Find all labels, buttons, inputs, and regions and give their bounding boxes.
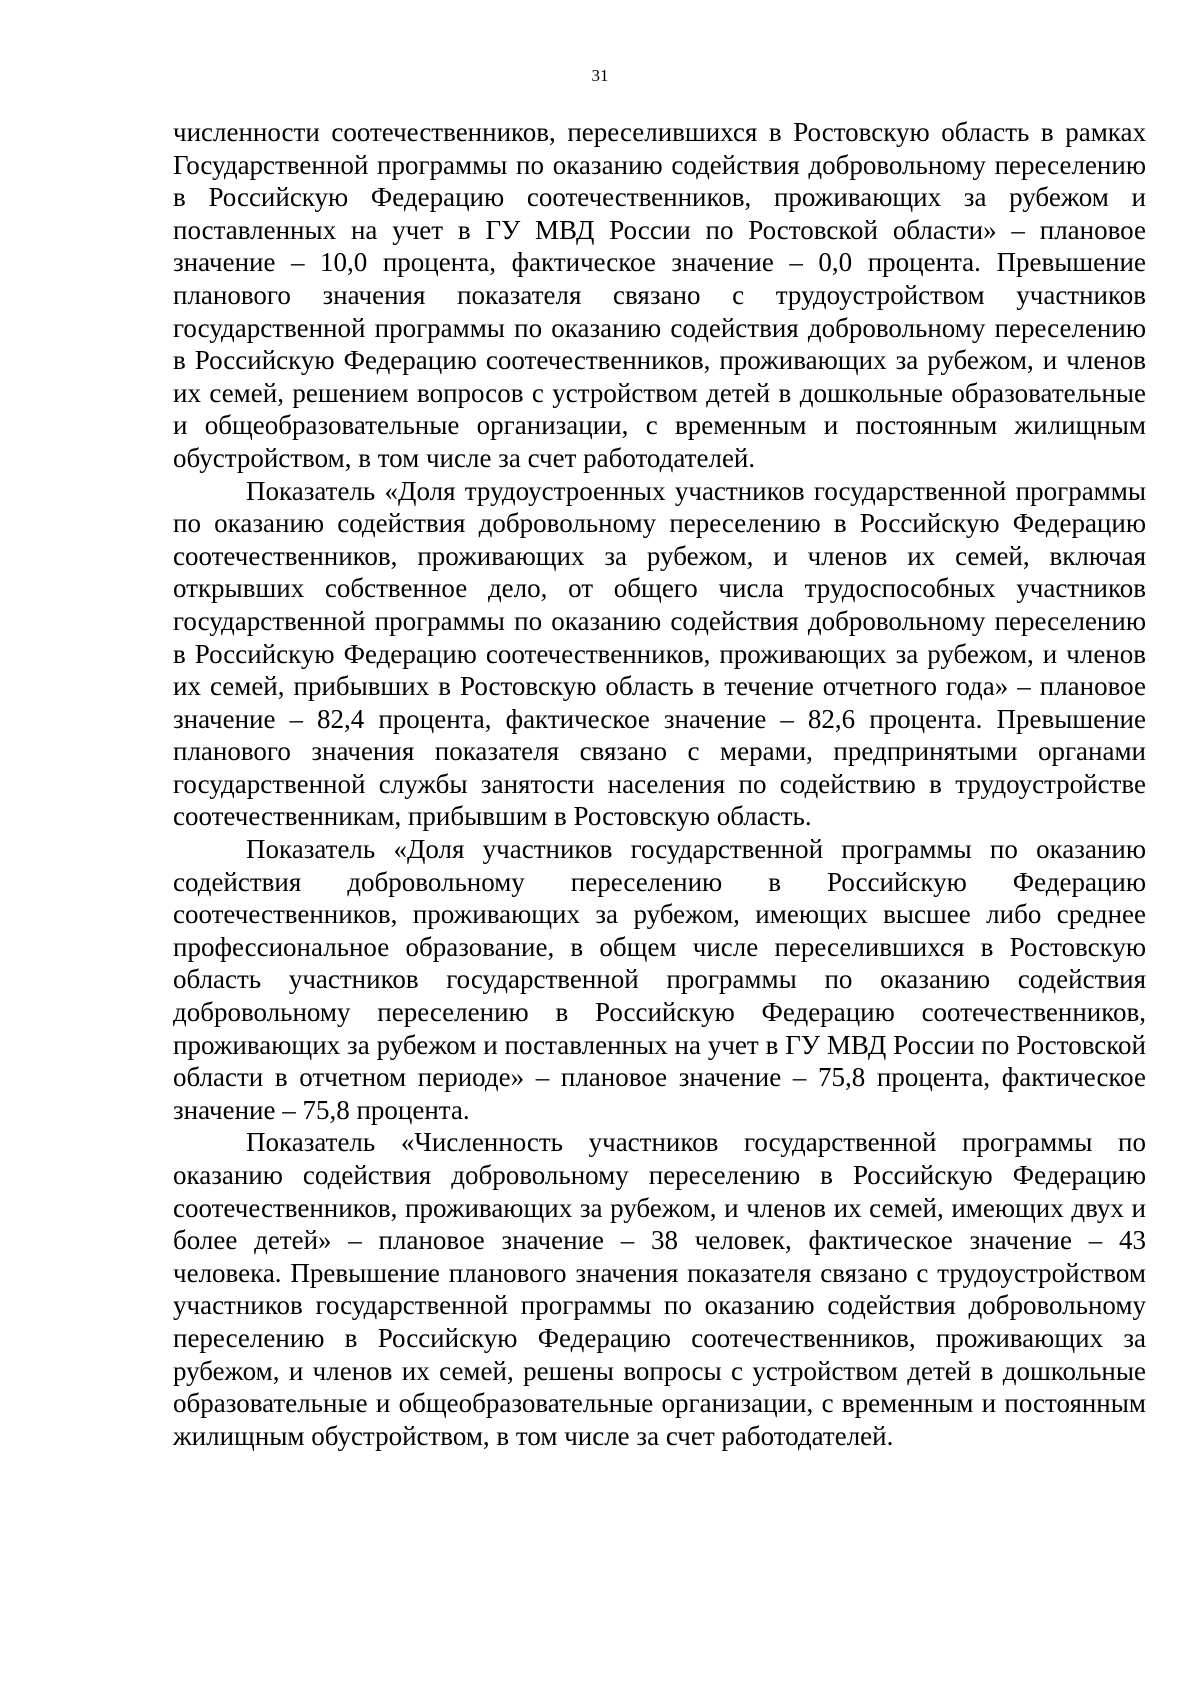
page-number: 31 [591,66,609,85]
document-body [173,116,1146,1452]
paragraph-continuation: численности соотечественников, переселившихся в Ростовскую область в рамках Государственной программы по оказанию содействия добровольному переселению в Российскую Федерацию соотечественников, проживающих за рубежом и поставленных на учет в ГУ МВД России по Ростовской области» – плановое значение – 10,0 процента, фактическое значение – 0,0 процента. Превышение планового значения показателя связано с трудоустройством участников государственной программы по оказанию содействия добровольному переселению в Российскую Федерацию соотечественников, проживающих за рубежом, и членов их семей, решением вопросов с устройством детей в дошкольные образовательные и общеобразовательные организации, с временным и постоянным жилищным обустройством, в том числе за счет работодателей. [173,117,1146,473]
paragraph-employed-share: Показатель «Доля трудоустроенных участников государственной программы по оказанию содействия добровольному переселению в Российскую Федерацию соотечественников, проживающих за рубежом, и членов их семей, включая открывших собственное дело, от общего числа трудоспособных участников государственной программы по оказанию содействия добровольному переселению в Российскую Федерацию соотечественников, проживающих за рубежом, и членов их семей, прибывших в Ростовскую область в течение отчетного года» – плановое значение – 82,4 процента, фактическое значение – 82,6 процента. Превышение планового значения показателя связано с мерами, предпринятыми органами государственной службы занятости населения по содействию в трудоустройстве соотечественникам, прибывшим в Ростовскую область. [173,475,1146,832]
paragraph-education-share: Показатель «Доля участников государственной программы по оказанию содействия добровольному переселению в Российскую Федерацию соотечественников, проживающих за рубежом, имеющих высшее либо среднее профессиональное образование, в общем числе переселившихся в Ростовскую область участников государственной программы по оказанию содействия добровольному переселению в Российскую Федерацию соотечественников, проживающих за рубежом и поставленных на учет в ГУ МВД России по Ростовской области в отчетном периоде» – плановое значение – 75,8 процента, фактическое значение – 75,8 процента. [173,834,1146,1125]
paragraph-large-families: Показатель «Численность участников государственной программы по оказанию содействия добровольному переселению в Российскую Федерацию соотечественников, проживающих за рубежом, и членов их семей, имеющих двух и более детей» – плановое значение – 38 человек, фактическое значение – 43 человека. Превышение планового значения показателя связано с трудоустройством участников государственной программы по оказанию содействия добровольному переселению в Российскую Федерацию соотечественников, проживающих за рубежом, и членов их семей, решены вопросы с устройством детей в дошкольные образовательные и общеобразовательные организации, с временным и постоянным жилищным обустройством, в том числе за счет работодателей. [173,1127,1146,1451]
